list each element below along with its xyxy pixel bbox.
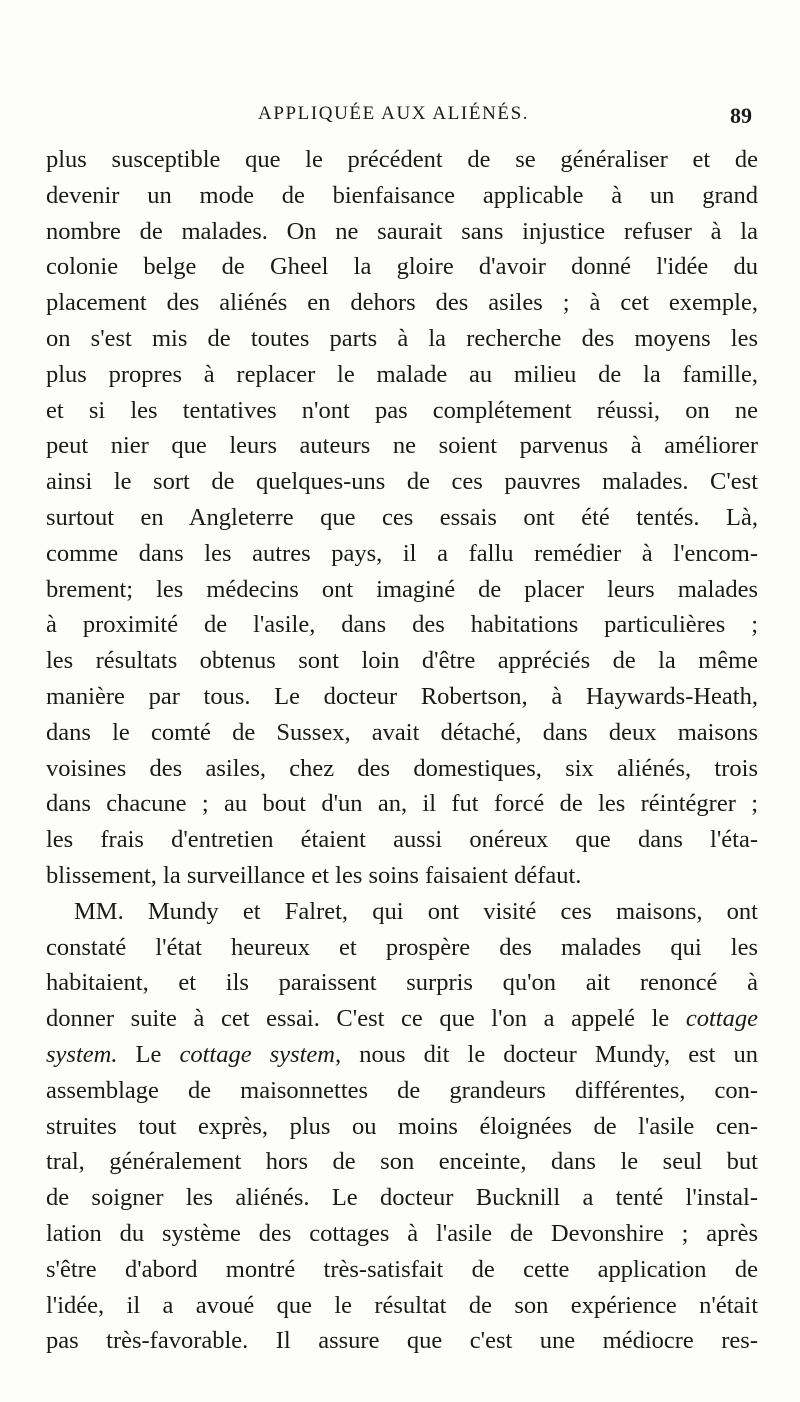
text-line	[46, 1037, 758, 1073]
text-line: dans le comté de Sussex, avait détaché, dans deux maisons	[46, 718, 758, 746]
text-line	[46, 1001, 758, 1037]
text-line: assemblage de maisonnettes de grandeurs différentes, con-	[46, 1076, 758, 1104]
running-title: APPLIQUÉE AUX ALIÉNÉS.	[258, 103, 530, 124]
italic-term: cottage system,	[179, 1040, 342, 1068]
body-text	[46, 142, 758, 1359]
text-line: ainsi le sort de quelques-uns de ces pauvres malades. C'est	[46, 468, 758, 496]
text-line: à proximité de l'asile, dans des habitations particulières ;	[46, 611, 758, 639]
text-line: de soigner les aliénés. Le docteur Bucknill a tenté l'instal-	[46, 1184, 758, 1212]
italic-term: cottage	[685, 1005, 758, 1033]
paragraph-end-line: blissement, la surveillance et les soins faisaient défaut.	[46, 861, 582, 889]
page-number: 89	[730, 103, 752, 128]
text-line: s'être d'abord montré très-satisfait de cette application de	[46, 1255, 758, 1283]
text-segment: donner suite à cet essai. C'est ce que l'on a appelé le	[46, 1005, 670, 1033]
text-line: nombre de malades. On ne saurait sans injustice refuser à la	[46, 217, 758, 245]
text-line: comme dans les autres pays, il a fallu remédier à l'encom-	[46, 539, 758, 567]
text-line: colonie belge de Gheel la gloire d'avoir donné l'idée du	[46, 253, 758, 281]
text-line: les frais d'entretien étaient aussi onéreux que dans l'éta-	[46, 826, 758, 854]
text-line: peut nier que leurs auteurs ne soient parvenus à améliorer	[46, 432, 758, 460]
text-line: lation du système des cottages à l'asile de Devonshire ; après	[46, 1219, 758, 1247]
text-line: constaté l'état heureux et prospère des malades qui les	[46, 933, 758, 961]
text-line: tral, généralement hors de son enceinte, dans le seul but	[46, 1148, 758, 1176]
text-line: dans chacune ; au bout d'un an, il fut forcé de les réintégrer ;	[46, 790, 758, 818]
text-line: habitaient, et ils paraissent surpris qu'on ait renoncé à	[46, 969, 758, 997]
text-line: plus susceptible que le précédent de se généraliser et de	[46, 146, 758, 173]
text-line: placement des aliénés en dehors des asiles ; à cet exemple,	[46, 289, 758, 317]
text-line: manière par tous. Le docteur Robertson, à Haywards-Heath,	[46, 682, 758, 710]
text-line: l'idée, il a avoué que le résultat de son expérience n'était	[46, 1291, 758, 1319]
text-line: on s'est mis de toutes parts à la recherche des moyens les	[46, 324, 758, 352]
text-line: pas très-favorable. Il assure que c'est une médiocre res-	[46, 1327, 758, 1355]
text-segment: nous dit le docteur Mundy, est un	[359, 1040, 759, 1068]
text-line: devenir un mode de bienfaisance applicable à un grand	[46, 181, 758, 209]
text-line: les résultats obtenus sont loin d'être appréciés de la même	[46, 647, 758, 675]
paragraph-start-line: MM. Mundy et Falret, qui ont visité ces maisons, ont	[74, 897, 758, 925]
text-line: surtout en Angleterre que ces essais ont été tentés. Là,	[46, 503, 758, 531]
text-line: struites tout exprès, plus ou moins éloignées de l'asile cen-	[46, 1112, 758, 1140]
running-header	[0, 103, 800, 133]
text-line: voisines des asiles, chez des domestiques, six aliénés, trois	[46, 754, 758, 782]
italic-term: system.	[46, 1040, 118, 1068]
text-line: et si les tentatives n'ont pas complétement réussi, on ne	[46, 396, 758, 424]
text-line: plus propres à replacer le malade au milieu de la famille,	[46, 360, 758, 388]
text-line: brement; les médecins ont imaginé de placer leurs malades	[46, 575, 758, 603]
text-segment: Le	[135, 1040, 162, 1068]
